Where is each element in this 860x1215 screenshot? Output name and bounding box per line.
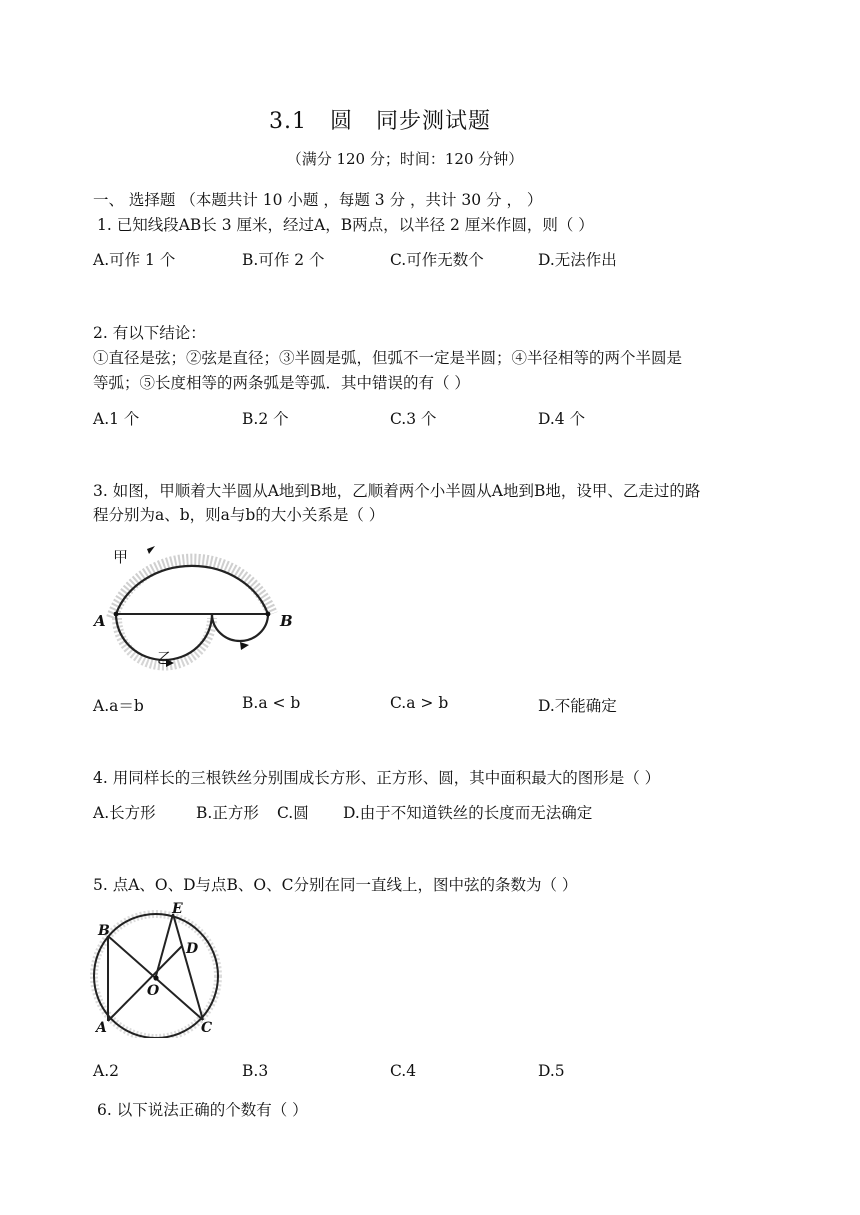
label-d: D (186, 941, 199, 957)
label-o: O (147, 983, 160, 999)
circle-chords-figure (88, 898, 228, 1038)
question-6-stem: 6. 以下说法正确的个数有（ ） (97, 1101, 308, 1119)
section-heading: 一、 选择题 （本题共计 10 小题 ，每题 3 分 ，共计 30 分 ， ） (93, 191, 543, 209)
question-2-line-3: 等弧；⑤长度相等的两条弧是等弧．其中错误的有（ ） (93, 374, 470, 392)
arrow-jia (147, 546, 155, 554)
arrow-yi-2 (240, 642, 249, 650)
question-2-line-2: ①直径是弦；②弦是直径；③半圆是弧，但弧不一定是半圆；④半径相等的两个半圆是 (93, 349, 683, 367)
question-2-option-b: B.2 个 (242, 410, 289, 428)
question-2-option-a: A.1 个 (93, 410, 140, 428)
question-3-option-b: B.a < b (242, 694, 301, 712)
label-jia: 甲 (113, 548, 129, 566)
question-5-stem: 5. 点A、O、D与点B、O、C分别在同一直线上，图中弦的条数为（ ） (93, 876, 578, 894)
label-a: A (94, 612, 106, 630)
semicircle-path-figure (92, 530, 302, 675)
line-ad (108, 946, 182, 1021)
question-3-stem: 3. 如图，甲顺着大半圆从A地到B地，乙顺着两个小半圆从A地到B地，设甲、乙走过的路 (93, 482, 701, 500)
question-1-option-b: B.可作 2 个 (242, 251, 325, 269)
question-1-stem: 1. 已知线段AB长 3 厘米，经过A，B两点，以半径 2 厘米作圆，则（ ） (97, 216, 594, 234)
question-3-line-2: 程分别为a、b，则a与b的大小关系是（ ） (93, 506, 385, 524)
label-e: E (172, 901, 183, 917)
label-b: B (98, 923, 110, 939)
line-eo (156, 914, 173, 976)
page-subtitle: （满分 120 分；时间：120 分钟） (286, 150, 524, 168)
question-5-option-c: C.4 (390, 1062, 417, 1080)
page-title: 3.1 圆 同步测试题 (269, 109, 491, 134)
label-yi: 乙 (157, 649, 173, 667)
question-5-option-d: D.5 (538, 1062, 565, 1080)
point-a (114, 612, 119, 617)
question-2-option-d: D.4 个 (538, 410, 586, 428)
label-b: B (280, 612, 293, 630)
question-2-stem: 2. 有以下结论： (93, 324, 206, 342)
question-3-option-c: C.a > b (390, 694, 449, 712)
small-semicircle-right (212, 614, 268, 641)
label-a: A (96, 1020, 107, 1036)
question-4-option-a: A.长方形 (93, 804, 156, 822)
label-c: C (201, 1020, 213, 1036)
question-4-option-c: C.圆 (277, 804, 309, 822)
question-2-option-c: C.3 个 (390, 410, 437, 428)
center-o (153, 975, 158, 980)
question-3-option-d: D.不能确定 (538, 697, 617, 715)
question-1-option-d: D.无法作出 (538, 251, 617, 269)
point-b (266, 612, 271, 617)
question-5-option-b: B.3 (242, 1062, 269, 1080)
question-4-option-d: D.由于不知道铁丝的长度而无法确定 (343, 804, 593, 822)
question-1-option-c: C.可作无数个 (390, 251, 484, 269)
question-3-option-a: A.a＝b (93, 697, 144, 715)
question-1-option-a: A.可作 1 个 (93, 251, 176, 269)
question-5-option-a: A.2 (93, 1062, 119, 1080)
question-4-option-b: B.正方形 (196, 804, 259, 822)
question-4-stem: 4. 用同样长的三根铁丝分别围成长方形、正方形、圆，其中面积最大的图形是（ ） (93, 769, 661, 787)
